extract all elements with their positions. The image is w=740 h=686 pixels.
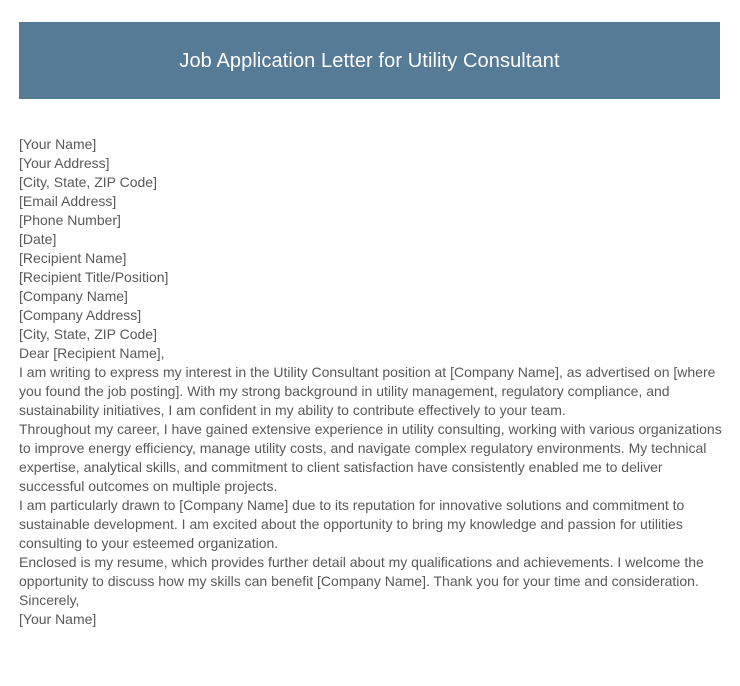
closing-salutation: Sincerely, [19, 592, 80, 608]
recipient-line-title: [Recipient Title/Position] [19, 269, 169, 285]
body-paragraph-4: Enclosed is my resume, which provides further detail about my qualifications and achievements. I welcome the opportunity to discuss how my skills can benefit [Company Name]. Thank you for your time and consideration. [19, 554, 704, 589]
signature-name: [Your Name] [19, 611, 97, 627]
sender-line-email: [Email Address] [19, 193, 117, 209]
page-title: Job Application Letter for Utility Consultant [179, 49, 560, 72]
recipient-address-block [19, 249, 723, 344]
sender-line-phone: [Phone Number] [19, 212, 121, 228]
recipient-line-name: [Recipient Name] [19, 250, 127, 266]
recipient-line-city-state-zip: [City, State, ZIP Code] [19, 326, 157, 342]
sender-address-block [19, 135, 723, 249]
sender-line-name: [Your Name] [19, 136, 97, 152]
recipient-line-company-address: [Company Address] [19, 307, 142, 323]
letter-body [19, 135, 723, 629]
body-paragraph-2: Throughout my career, I have gained extensive experience in utility consulting, working with various organizations to improve energy efficiency, manage utility costs, and navigate complex regulatory environments. My technical expertise, analytical skills, and commitment to client satisfaction have consistently enabled me to deliver successful outcomes on multiple projects. [19, 421, 722, 494]
sender-line-city-state-zip: [City, State, ZIP Code] [19, 174, 157, 190]
sender-line-address: [Your Address] [19, 155, 110, 171]
body-paragraph-3: I am particularly drawn to [Company Name] due to its reputation for innovative solutions and commitment to sustainable development. I am excited about the opportunity to bring my knowledge and passion for utilities consulting to your esteemed organization. [19, 497, 685, 551]
document-header-banner [19, 22, 720, 99]
recipient-line-company: [Company Name] [19, 288, 128, 304]
body-paragraph-1: I am writing to express my interest in the Utility Consultant position at [Company Name], as advertised on [where you found the job posting]. With my strong background in utility management, regulatory compliance, and sustainability initiatives, I am confident in my ability to contribute effectively to your team. [19, 364, 716, 418]
salutation: Dear [Recipient Name], [19, 345, 165, 361]
sender-line-date: [Date] [19, 231, 57, 247]
